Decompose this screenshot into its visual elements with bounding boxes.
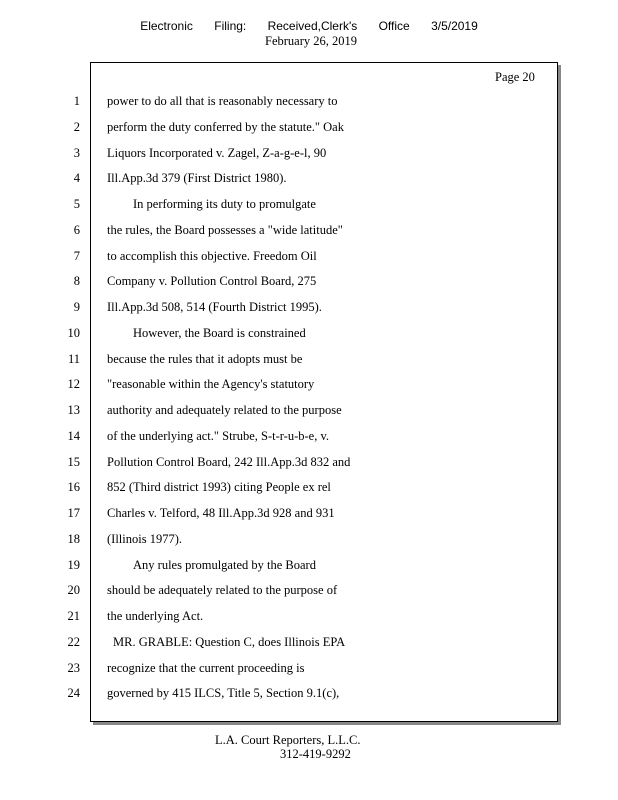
- transcript-date: February 26, 2019: [265, 34, 357, 48]
- transcript-line: [0, 166, 618, 192]
- line-number: 17: [67, 506, 80, 520]
- line-number: 13: [67, 403, 80, 417]
- transcript-line: [0, 192, 618, 218]
- line-text: Company v. Pollution Control Board, 275: [107, 274, 317, 289]
- filing-stamp-line: [0, 19, 618, 33]
- line-number: 5: [73, 197, 80, 211]
- transcript-line: [0, 115, 618, 141]
- transcript-line: [0, 244, 618, 270]
- line-number: 9: [73, 300, 80, 314]
- transcript-line: [0, 295, 618, 321]
- filing-stamp-header: [0, 19, 618, 48]
- line-text: In performing its duty to promulgate: [133, 197, 316, 211]
- transcript-line: [0, 398, 618, 424]
- reporter-company: L.A. Court Reporters, L.L.C.: [215, 733, 361, 747]
- line-text: perform the duty conferred by the statute." Oak: [107, 119, 344, 134]
- transcript-lines: [0, 89, 618, 707]
- line-text: Ill.App.3d 508, 514 (Fourth District 1995).: [107, 300, 322, 314]
- line-text: to accomplish this objective. Freedom Oil: [107, 248, 317, 263]
- transcript-line: [0, 321, 618, 347]
- line-number: 15: [67, 454, 80, 469]
- line-text: 852 (Third district 1993) citing People ex rel: [107, 480, 331, 495]
- line-text: the underlying Act.: [107, 609, 204, 623]
- line-text: Ill.App.3d 379 (First District 1980).: [107, 171, 287, 186]
- transcript-line: [0, 501, 618, 527]
- line-text: recognize that the current proceeding is: [107, 660, 305, 675]
- line-number: 10: [67, 325, 80, 340]
- line-number: 11: [67, 351, 80, 366]
- transcript-line: [0, 218, 618, 244]
- transcript-line: [0, 475, 618, 501]
- transcript-line: [0, 372, 618, 398]
- transcript-line: [0, 269, 618, 295]
- transcript-line: [0, 553, 618, 579]
- line-text: "reasonable within the Agency's statutory: [107, 377, 315, 392]
- line-number: 20: [67, 583, 80, 598]
- filing-word: Office: [378, 19, 410, 33]
- line-text: should be adequately related to the purpose of: [107, 583, 338, 598]
- line-number: 6: [73, 222, 80, 237]
- transcript-line: [0, 424, 618, 450]
- line-number: 23: [67, 660, 80, 675]
- line-number: 16: [67, 480, 80, 495]
- line-number: 8: [73, 274, 80, 289]
- transcript-line: [0, 89, 618, 115]
- line-text: of the underlying act." Strube, S-t-r-u-b-e, v.: [107, 428, 330, 443]
- line-text: (Illinois 1977).: [107, 531, 182, 546]
- line-number: 24: [67, 686, 80, 701]
- transcript-line: [0, 681, 618, 707]
- transcript-line: [0, 578, 618, 604]
- line-number: 2: [73, 119, 80, 134]
- line-number: 14: [67, 428, 80, 443]
- line-text: the rules, the Board possesses a "wide latitude": [107, 222, 343, 237]
- transcript-line: [0, 347, 618, 373]
- line-number: 21: [67, 609, 80, 623]
- line-text: authority and adequately related to the purpose: [107, 403, 342, 417]
- transcript-line: [0, 450, 618, 476]
- line-text: Pollution Control Board, 242 Ill.App.3d 832 and: [107, 454, 351, 469]
- page-number: Page 20: [495, 70, 535, 84]
- line-number: 19: [67, 557, 80, 572]
- filing-word: 3/5/2019: [431, 19, 478, 33]
- line-text: Liquors Incorporated v. Zagel, Z-a-g-e-l, 90: [107, 145, 327, 160]
- filing-word: Received,Clerk's: [267, 19, 358, 33]
- line-text: MR. GRABLE: Question C, does Illinois EPA: [113, 634, 346, 649]
- filing-word: Filing:: [214, 19, 247, 33]
- line-number: 22: [67, 634, 80, 649]
- line-text: Any rules promulgated by the Board: [133, 557, 316, 572]
- transcript-line: [0, 656, 618, 682]
- line-number: 4: [73, 171, 80, 186]
- transcript-line: [0, 527, 618, 553]
- line-text: because the rules that it adopts must be: [107, 351, 303, 366]
- transcript-line: [0, 141, 618, 167]
- line-text: power to do all that is reasonably necessary to: [107, 94, 338, 108]
- transcript-line: [0, 604, 618, 630]
- line-text: governed by 415 ILCS, Title 5, Section 9.1(c),: [107, 686, 340, 701]
- transcript-line: [0, 630, 618, 656]
- filing-word: Electronic: [140, 19, 193, 33]
- line-number: 18: [67, 531, 80, 546]
- reporter-phone: 312-419-9292: [280, 747, 351, 761]
- line-text: Charles v. Telford, 48 Ill.App.3d 928 and 931: [107, 506, 335, 520]
- line-number: 7: [73, 248, 80, 263]
- line-number: 12: [67, 377, 80, 392]
- line-text: However, the Board is constrained: [133, 325, 306, 340]
- line-number: 1: [73, 94, 80, 108]
- line-number: 3: [73, 145, 80, 160]
